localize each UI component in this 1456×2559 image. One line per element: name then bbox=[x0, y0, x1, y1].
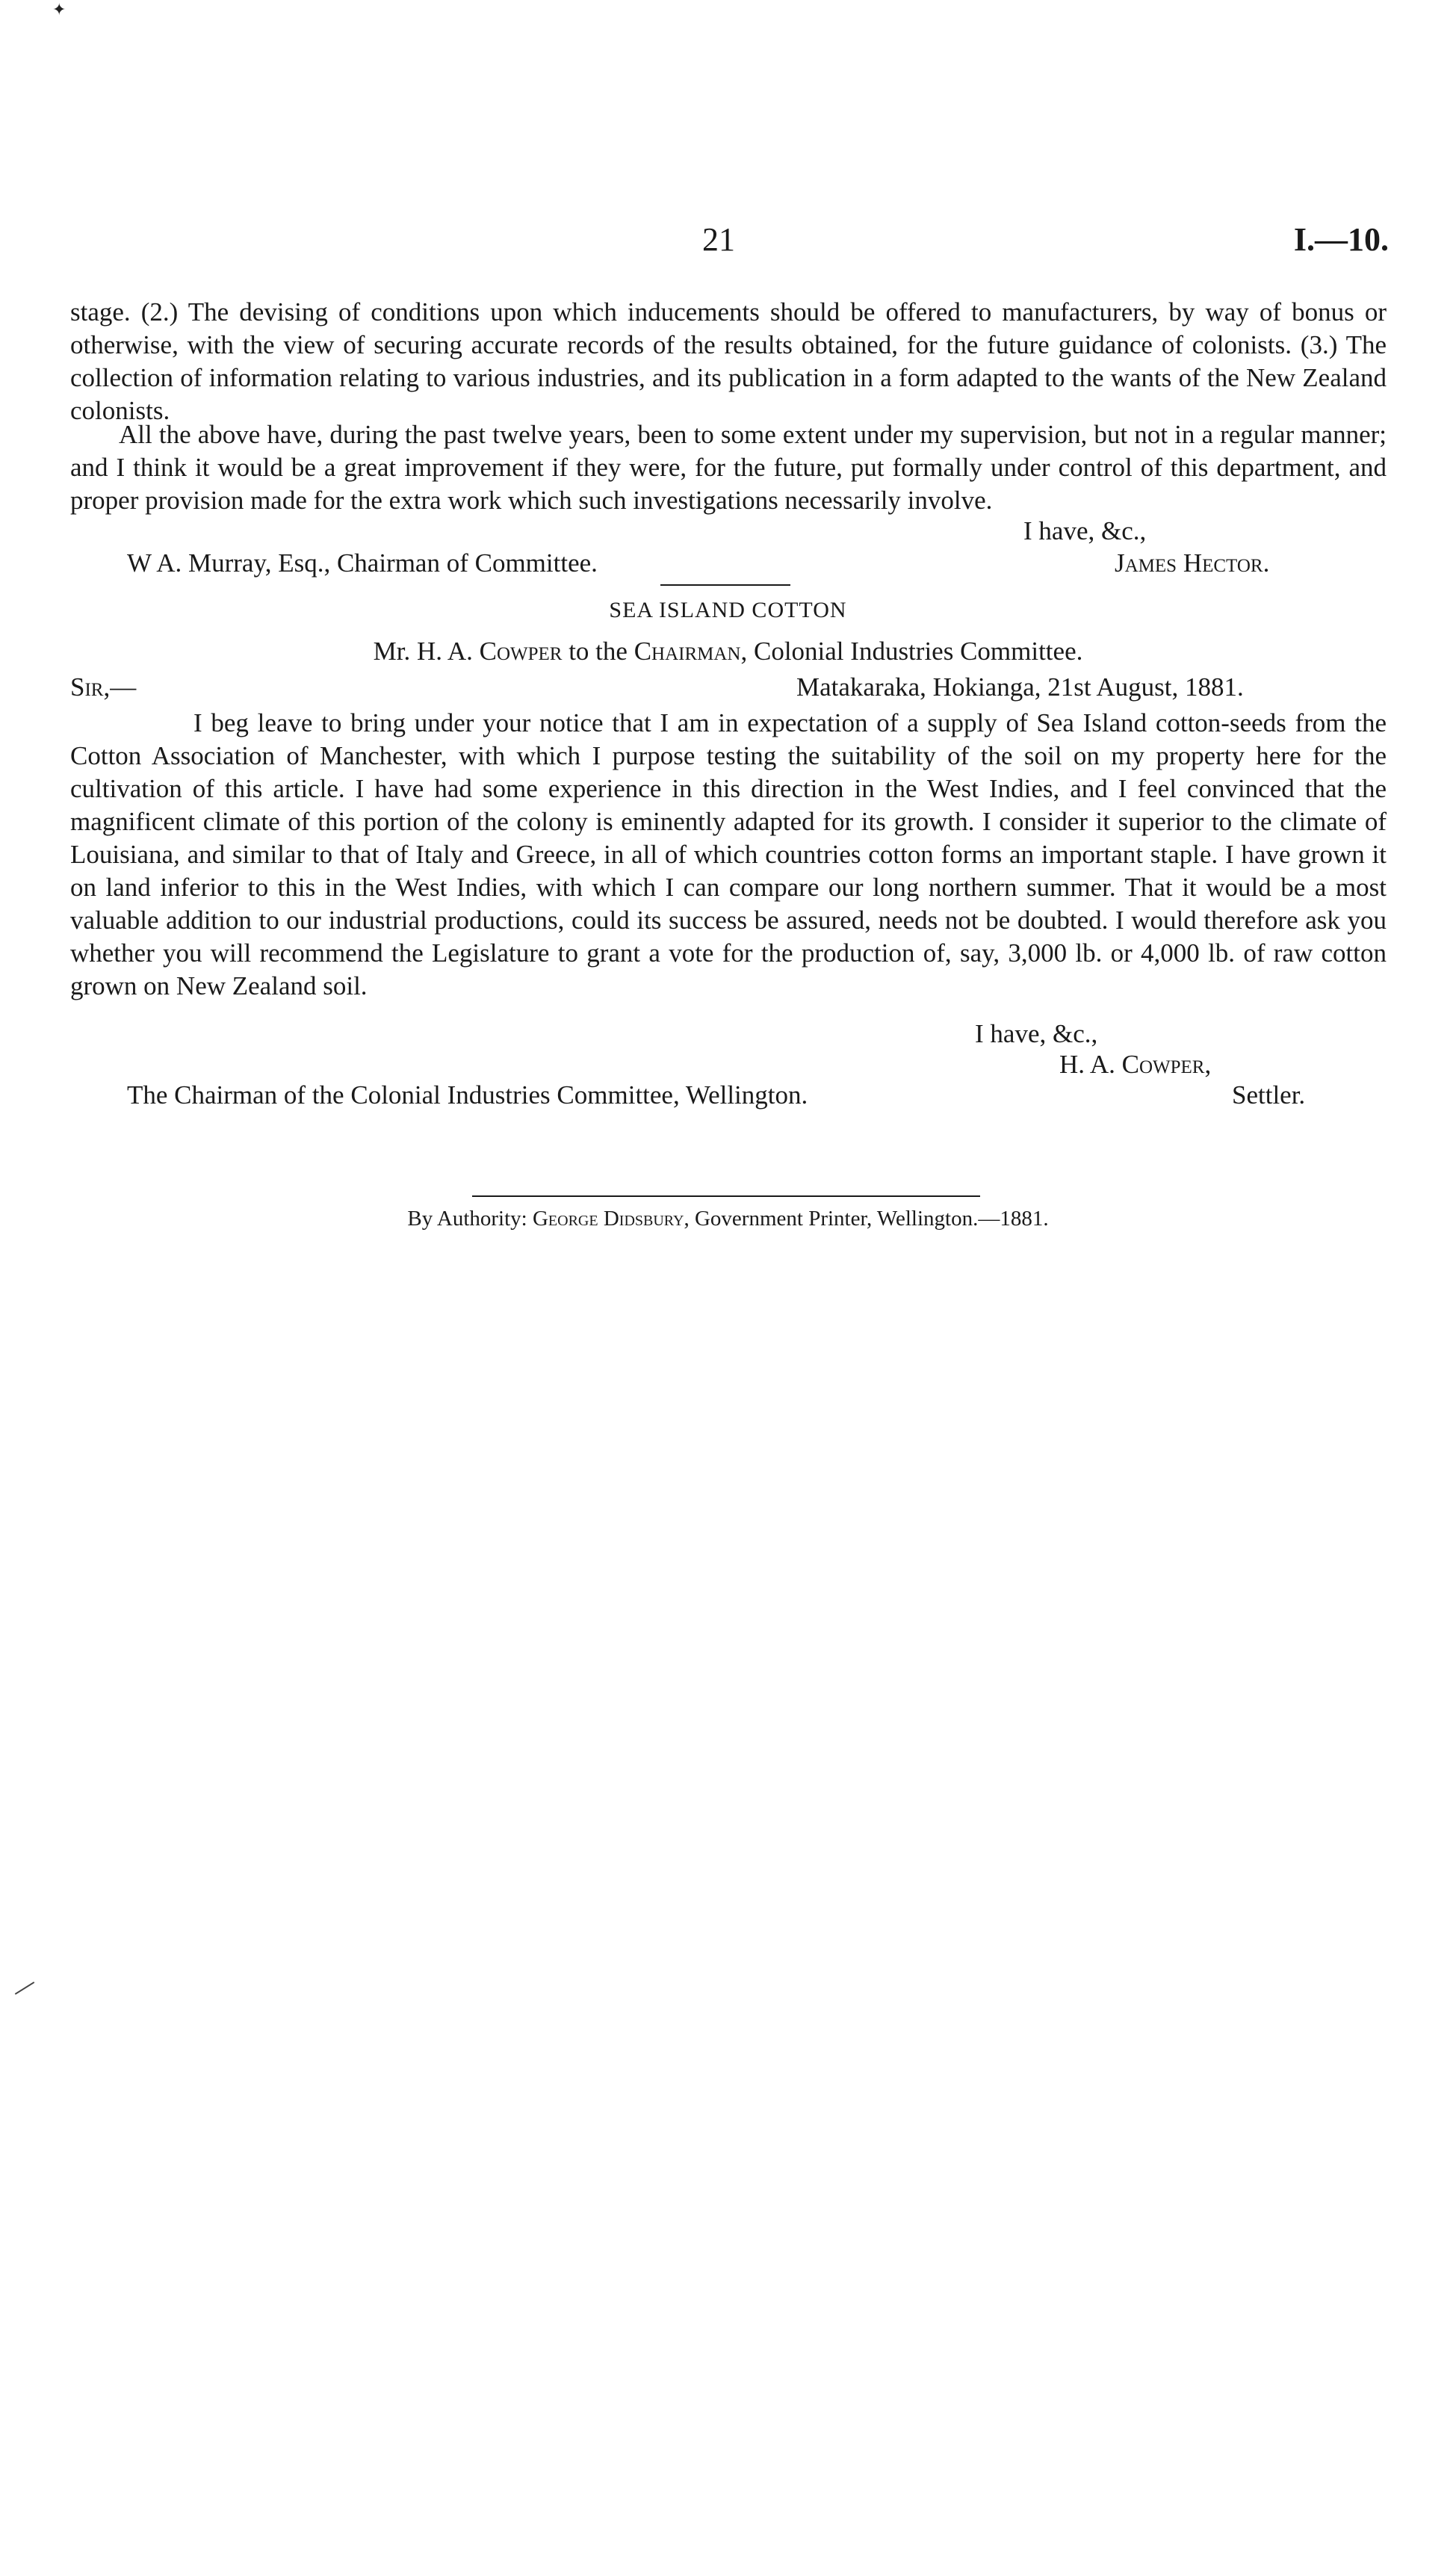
body-paragraph bbox=[70, 418, 1387, 517]
letter-closing: I have, &c., bbox=[1023, 516, 1147, 545]
subtitle-role: Chairman bbox=[633, 637, 741, 666]
imprint-text: By Authority: bbox=[407, 1207, 533, 1231]
letter-salutation: Sir,— bbox=[70, 672, 137, 702]
printer-imprint bbox=[0, 1207, 1456, 1231]
document-reference: I.—10. bbox=[1293, 221, 1389, 258]
paragraph-text: All the above have, during the past twelve years, been to some extent under my supervision, but not in a regular manner; and I think it would be a great improvement if they were, for the future, put formally under control of this department, and proper provision made for the extra work which such investigations necessarily involve. bbox=[70, 420, 1387, 515]
imprint-divider bbox=[472, 1195, 980, 1197]
printer-name: George Didsbury bbox=[532, 1207, 684, 1231]
section-title: SEA ISLAND COTTON bbox=[609, 598, 847, 622]
page-number: 21 bbox=[702, 221, 735, 258]
section-subtitle bbox=[0, 637, 1456, 666]
subtitle-text: , Colonial Industries Committee. bbox=[740, 637, 1083, 666]
letter-date: Matakaraka, Hokianga, 21st August, 1881. bbox=[796, 672, 1244, 702]
letter-addressee: W A. Murray, Esq., Chairman of Committee. bbox=[127, 548, 598, 578]
ink-stroke bbox=[15, 1981, 35, 1995]
letter-signature: James Hector. bbox=[1115, 548, 1270, 578]
subtitle-name: Cowper bbox=[479, 637, 563, 666]
subtitle-text: Mr. H. A. bbox=[373, 637, 480, 666]
letter-closing: I have, &c., bbox=[975, 1019, 1098, 1048]
body-paragraph bbox=[70, 296, 1387, 427]
letter-signature: H. A. Cowper, bbox=[1059, 1050, 1212, 1079]
letter-addressee: The Chairman of the Colonial Industries Committee, Wellington. bbox=[127, 1080, 808, 1110]
paragraph-text: I beg leave to bring under your notice that I am in expectation of a supply of Sea Island cotton-seeds from the Cotton Association of Manchester, with which I purpose testing the suitability of the soil on my property here for the cultivation of this article. I have had some experience in this direction in the West Indies, and I feel convinced that the magnificent climate of this portion of the colony is eminently adapted for its growth. I consider it superior to the climate of Louisiana, and similar to that of Italy and Greece, in all of which countries cotton forms an important staple. I have grown it on land inferior to this in the West Indies, with which I can compare our long northern summer. That it would be a most valuable addition to our industrial productions, could its success be assured, needs not be doubted. I would therefore ask you whether you will recommend the Legislature to grant a vote for the production of, say, 3,000 lb. or 4,000 lb. of raw cotton grown on New Zealand soil. bbox=[70, 708, 1387, 1000]
letter-body bbox=[70, 707, 1387, 1003]
paragraph-text: stage. (2.) The devising of conditions upon which inducements should be offered to manufacturers, by way of bonus or otherwise, with the view of securing accurate records of the results obtained, for the future guidance of colonists. (3.) The collection of information relating to various industries, and its publication in a form adapted to the wants of the New Zealand colonists. bbox=[70, 297, 1387, 425]
ink-mark: ✦ bbox=[52, 0, 66, 19]
signer-designation: Settler. bbox=[1232, 1080, 1306, 1110]
subtitle-text: to the bbox=[562, 637, 634, 666]
section-divider bbox=[660, 584, 790, 586]
imprint-text: , Government Printer, Wellington.—1881. bbox=[684, 1207, 1049, 1231]
